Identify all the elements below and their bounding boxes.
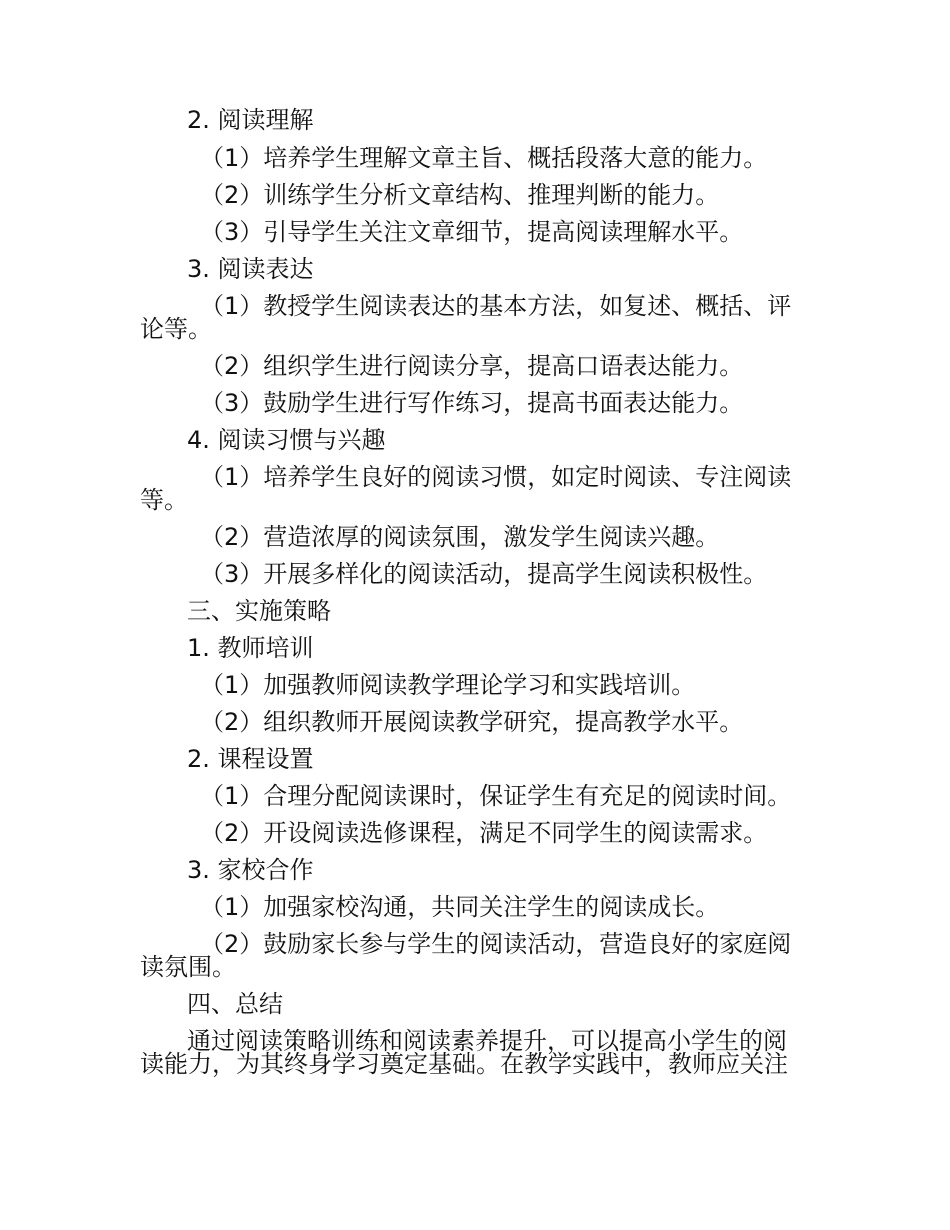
section-heading-teacher-training: 1. 教师培训 bbox=[187, 634, 314, 662]
list-item-continuation: 等。 bbox=[140, 486, 188, 514]
list-item: （2）组织教师开展阅读教学研究，提高教学水平。 bbox=[200, 708, 744, 736]
section-heading-reading-habits: 4. 阅读习惯与兴趣 bbox=[187, 426, 386, 454]
list-item: （2）营造浓厚的阅读氛围，激发学生阅读兴趣。 bbox=[200, 523, 720, 551]
section-heading-curriculum: 2. 课程设置 bbox=[187, 745, 314, 773]
list-item: （2）训练学生分析文章结构、推理判断的能力。 bbox=[200, 181, 720, 209]
section-heading-reading-comprehension: 2. 阅读理解 bbox=[187, 106, 314, 134]
list-item-continuation: 读氛围。 bbox=[140, 953, 236, 981]
list-item: （1）加强家校沟通，共同关注学生的阅读成长。 bbox=[200, 893, 720, 921]
list-item: （2）开设阅读选修课程，满足不同学生的阅读需求。 bbox=[200, 819, 768, 847]
summary-paragraph-line: 通过阅读策略训练和阅读素养提升，可以提高小学生的阅 bbox=[187, 1027, 787, 1055]
summary-paragraph-line: 读能力，为其终身学习奠定基础。在教学实践中，教师应关注 bbox=[140, 1050, 788, 1078]
section-heading-reading-expression: 3. 阅读表达 bbox=[187, 255, 314, 283]
chapter-heading-summary: 四、总结 bbox=[187, 990, 283, 1018]
list-item: （1）培养学生良好的阅读习惯，如定时阅读、专注阅读 bbox=[200, 463, 792, 491]
list-item-continuation: 论等。 bbox=[140, 315, 212, 343]
list-item: （3）开展多样化的阅读活动，提高学生阅读积极性。 bbox=[200, 560, 768, 588]
section-heading-home-school: 3. 家校合作 bbox=[187, 856, 314, 884]
list-item: （3）鼓励学生进行写作练习，提高书面表达能力。 bbox=[200, 389, 744, 417]
list-item: （1）加强教师阅读教学理论学习和实践培训。 bbox=[200, 671, 696, 699]
list-item: （2）组织学生进行阅读分享，提高口语表达能力。 bbox=[200, 352, 744, 380]
list-item: （1）合理分配阅读课时，保证学生有充足的阅读时间。 bbox=[200, 782, 792, 810]
list-item: （3）引导学生关注文章细节，提高阅读理解水平。 bbox=[200, 218, 744, 246]
list-item: （1）培养学生理解文章主旨、概括段落大意的能力。 bbox=[200, 144, 768, 172]
list-item: （2）鼓励家长参与学生的阅读活动，营造良好的家庭阅 bbox=[200, 930, 792, 958]
list-item: （1）教授学生阅读表达的基本方法，如复述、概括、评 bbox=[200, 292, 792, 320]
chapter-heading-implementation: 三、实施策略 bbox=[187, 597, 331, 625]
